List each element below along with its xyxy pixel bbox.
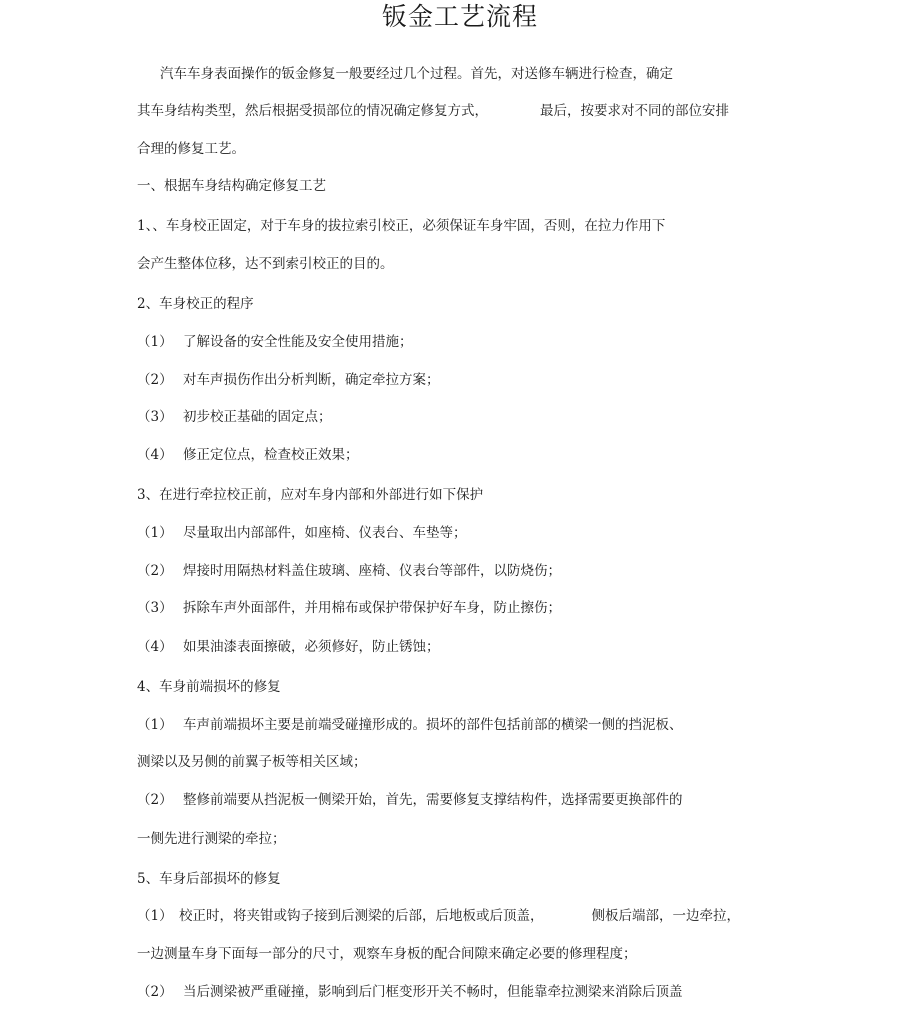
item2-step: [137, 446, 359, 464]
item1-line-1: 1、、车身校正固定，对于车身的拔拉索引校正，必须保证车身牢固，否则，在拉力作用下: [137, 218, 666, 234]
item3-step: [137, 524, 467, 542]
step-number: （2）: [137, 372, 173, 388]
item2-step: [137, 333, 413, 351]
step-text: 如果油漆表面擦破，必须修好，防止锈蚀；: [183, 639, 440, 655]
step-text: 修正定位点，检查校正效果；: [183, 447, 359, 463]
step-number: （4）: [137, 447, 173, 463]
item3-heading: 3、在进行牵拉校正前，应对车身内部和外部进行如下保护: [137, 487, 484, 503]
step-number: （1）: [137, 717, 173, 733]
step-text: 车声前端损坏主要是前端受碰撞形成的。损坏的部件包括前部的横梁一侧的挡泥板、: [183, 717, 683, 733]
intro-line-3: 合理的修复工艺。: [137, 141, 245, 157]
item4-para-2-line-1: [137, 791, 683, 809]
intro-line-2: [137, 102, 729, 120]
item4-para-1-line-1: [137, 716, 683, 734]
item2-step: [137, 371, 440, 389]
step-text: 整修前端要从挡泥板一侧梁开始，首先，需要修复支撑结构件，选择需要更换部件的: [183, 792, 683, 808]
item3-step: [137, 638, 440, 656]
step-number: （1）: [137, 525, 173, 541]
step-text: 了解设备的安全性能及安全使用措施；: [183, 334, 413, 350]
step-text-part-1: 校正时，将夹钳或钩子接到后测梁的后部，后地板或后顶盖，: [179, 908, 544, 924]
step-number: （1）: [137, 908, 173, 924]
item4-para-1-line-2: 测梁以及另侧的前翼子板等相关区域；: [137, 754, 367, 770]
item4-para-2-line-2: 一侧先进行测梁的牵拉；: [137, 831, 286, 847]
step-text: 尽量取出内部部件，如座椅、仪表台、车垫等；: [183, 525, 467, 541]
step-number: （3）: [137, 600, 173, 616]
step-text-part-2: 侧板后端部，一边牵拉，: [591, 908, 740, 924]
item5-para-1-line-2: 一边测量车身下面每一部分的尺寸，观察车身板的配合间隙来确定必要的修理程度；: [137, 946, 637, 962]
item1-line-2: 会产生整体位移，达不到索引校正的目的。: [137, 256, 394, 272]
item5-para-1-line-1: [137, 907, 740, 925]
intro-line-2-part-2: 最后，按要求对不同的部位安排: [540, 103, 729, 119]
intro-line-1: 汽车车身表面操作的钣金修复一般要经过几个过程。首先，对送修车辆进行检查，确定: [160, 66, 673, 82]
item4-heading: 4、车身前端损坏的修复: [137, 679, 281, 695]
item5-heading: 5、车身后部损坏的修复: [137, 871, 281, 887]
step-number: （1）: [137, 334, 173, 350]
item5-para-2-line-1: [137, 983, 683, 1001]
step-number: （3）: [137, 409, 173, 425]
item2-heading: 2、车身校正的程序: [137, 296, 254, 312]
step-number: （4）: [137, 639, 173, 655]
intro-line-2-part-1: 其车身结构类型，然后根据受损部位的情况确定修复方式，: [137, 103, 488, 119]
step-text: 初步校正基础的固定点；: [183, 409, 332, 425]
section-heading: 一、根据车身结构确定修复工艺: [137, 178, 326, 194]
step-text: 当后测梁被严重碰撞，影响到后门框变形开关不畅时，但能靠牵拉测梁来消除后顶盖: [183, 984, 683, 1000]
step-text: 焊接时用隔热材料盖住玻璃、座椅、仪表台等部件，以防烧伤；: [183, 563, 561, 579]
step-number: （2）: [137, 984, 173, 1000]
item3-step: [137, 599, 561, 617]
step-number: （2）: [137, 792, 173, 808]
step-text: 拆除车声外面部件，并用棉布或保护带保护好车身，防止擦伤；: [183, 600, 561, 616]
item3-step: [137, 562, 561, 580]
item2-step: [137, 408, 332, 426]
step-number: （2）: [137, 563, 173, 579]
page-title: 钣金工艺流程: [381, 2, 538, 31]
step-text: 对车声损伤作出分析判断，确定牵拉方案；: [183, 372, 440, 388]
